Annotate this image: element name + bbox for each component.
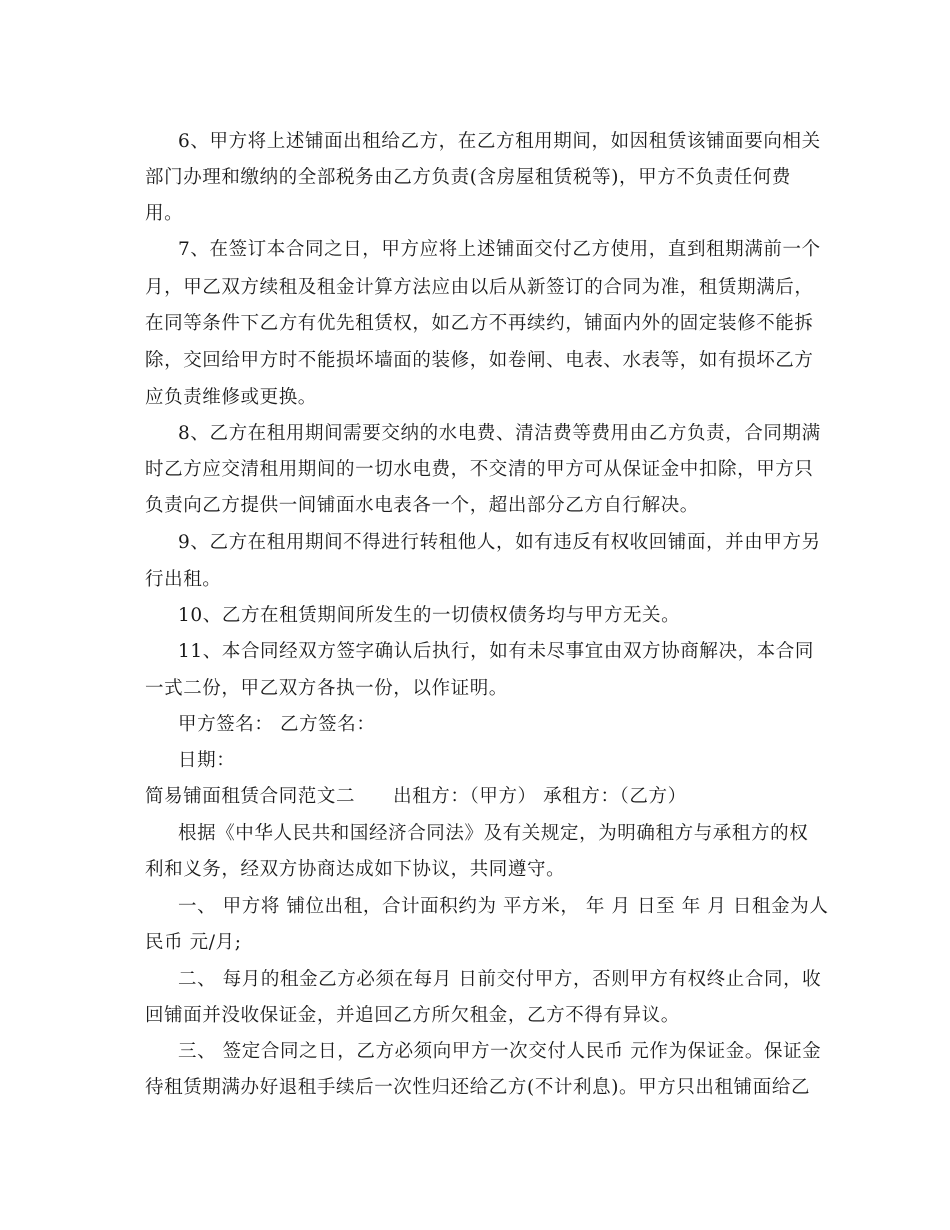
item-1-line-2: 民币 元/月; (145, 932, 242, 953)
item-3-line-1: 三、 签定合同之日，乙方必须向甲方一次交付人民币 元作为保证金。保证金 (178, 1041, 822, 1062)
intro-line-2: 利和义务，经双方协商达成如下协议，共同遵守。 (145, 859, 566, 880)
clause-11-line-2: 一式二份，甲乙双方各执一份，以作证明。 (145, 678, 508, 699)
clause-8-line-1: 8、乙方在租用期间需要交纳的水电费、清洁费等费用由乙方负责，合同期满 (178, 423, 821, 444)
item-1-line-1: 一、 甲方将 铺位出租，合计面积约为 平方米， 年 月 日至 年 月 日租金为人 (178, 896, 829, 917)
clause-6-line-3: 用。 (145, 203, 184, 224)
clause-9-line-2: 行出租。 (145, 569, 222, 590)
clause-7-line-3: 在同等条件下乙方有优先租赁权，如乙方不再续约，铺面内外的固定装修不能拆 (145, 313, 814, 334)
section-2-title: 简易铺面租赁合同范文二 (145, 786, 356, 807)
clause-6-line-2: 部门办理和缴纳的全部税务由乙方负责(含房屋租赁税等)，甲方不负责任何费 (145, 167, 791, 188)
date-label: 日期： (178, 750, 236, 771)
clause-7-line-1: 7、在签订本合同之日，甲方应将上述铺面交付乙方使用，直到租期满前一个 (178, 239, 821, 260)
clause-7-line-5: 应负责维修或更换。 (145, 387, 317, 408)
clause-6-line-1: 6、甲方将上述铺面出租给乙方，在乙方租用期间，如因租赁该铺面要向相关 (178, 131, 821, 152)
clause-11-line-1: 11、本合同经双方签字确认后执行，如有未尽事宜由双方协商解决，本合同 (178, 641, 814, 662)
intro-line-1: 根据《中华人民共和国经济合同法》及有关规定，为明确租方与承租方的权 (178, 823, 809, 844)
clause-8-line-3: 负责向乙方提供一间铺面水电表各一个，超出部分乙方自行解决。 (145, 495, 699, 516)
section-2-parties: 出租方：（甲方） 承租方：（乙方） (393, 786, 687, 807)
clause-9-line-1: 9、乙方在租用期间不得进行转租他人，如有违反有权收回铺面，并由甲方另 (178, 532, 821, 553)
clause-7-line-2: 月，甲乙双方续租及租金计算方法应由以后从新签订的合同为准，租赁期满后， (145, 277, 814, 298)
item-2-line-2: 回铺面并没收保证金，并追回乙方所欠租金，乙方不得有异议。 (145, 1005, 680, 1026)
section-2-heading (145, 779, 687, 815)
item-2-line-1: 二、 每月的租金乙方必须在每月 日前交付甲方，否则甲方有权终止合同，收 (178, 969, 822, 990)
clause-8-line-2: 时乙方应交清租用期间的一切水电费，不交清的甲方可从保证金中扣除，甲方只 (145, 459, 814, 480)
signature-line: 甲方签名： 乙方签名： (178, 714, 376, 735)
clause-10-line-1: 10、乙方在租赁期间所发生的一切债权债务均与甲方无关。 (178, 605, 681, 626)
clause-7-line-4: 除，交回给甲方时不能损坏墙面的装修，如卷闸、电表、水表等，如有损坏乙方 (145, 350, 814, 371)
item-3-line-2: 待租赁期满办好退租手续后一次性归还给乙方(不计利息)。甲方只出租铺面给乙 (145, 1077, 811, 1098)
